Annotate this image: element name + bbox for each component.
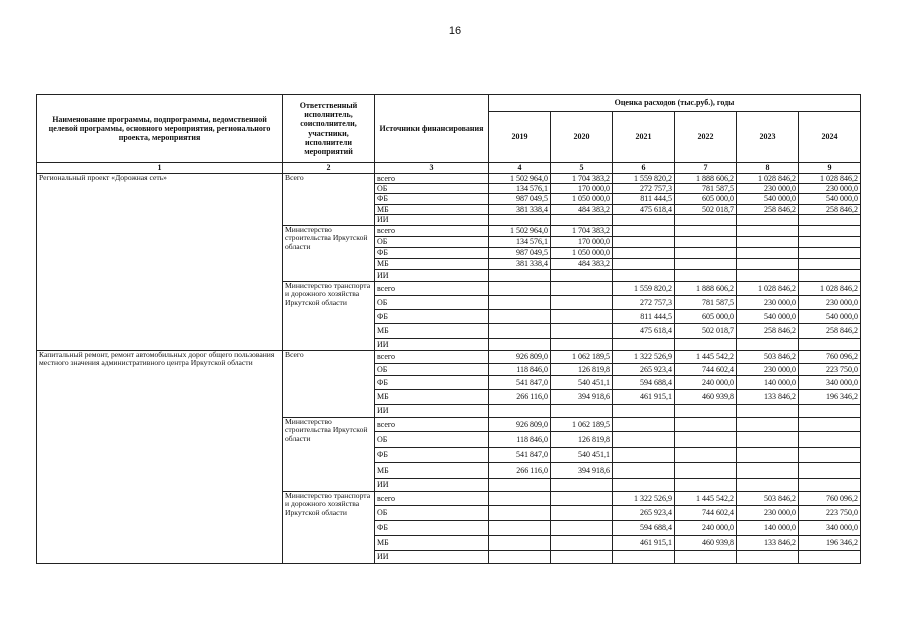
funding-source: ОБ <box>375 184 489 194</box>
expense-value <box>675 247 737 258</box>
header-year: 2022 <box>675 112 737 163</box>
expense-value <box>799 225 861 236</box>
header-year: 2023 <box>737 112 799 163</box>
column-number: 7 <box>675 163 737 174</box>
expense-value <box>489 309 551 323</box>
expense-value: 926 809,0 <box>489 417 551 431</box>
expense-value: 196 346,2 <box>799 535 861 550</box>
expense-value: 340 000,0 <box>799 375 861 389</box>
expense-value: 265 923,4 <box>613 505 675 520</box>
funding-source: ФБ <box>375 309 489 323</box>
expense-value <box>551 281 613 295</box>
funding-source: всего <box>375 417 489 431</box>
expense-value <box>613 258 675 269</box>
expense-value: 744 602,4 <box>675 363 737 375</box>
expense-value <box>737 247 799 258</box>
expense-value: 1 445 542,2 <box>675 350 737 363</box>
expense-value <box>737 236 799 247</box>
expense-value: 170 000,0 <box>551 184 613 194</box>
expense-value: 541 847,0 <box>489 375 551 389</box>
expense-value: 503 846,2 <box>737 350 799 363</box>
expense-value <box>551 535 613 550</box>
expense-value: 223 750,0 <box>799 363 861 375</box>
expense-value: 1 704 383,2 <box>551 225 613 236</box>
expense-value <box>613 269 675 281</box>
expense-value: 266 116,0 <box>489 462 551 478</box>
expense-value: 394 918,6 <box>551 389 613 404</box>
executor-name: Министерство транспорта и дорожного хозяйства Иркутской области <box>283 491 375 563</box>
expense-value: 126 819,8 <box>551 363 613 375</box>
expense-value: 1 322 526,9 <box>613 491 675 505</box>
expense-value: 381 338,4 <box>489 204 551 214</box>
funding-source: всего <box>375 174 489 184</box>
expense-value <box>675 447 737 462</box>
expense-value <box>613 214 675 225</box>
expense-value: 475 618,4 <box>613 204 675 214</box>
expense-value: 540 451,1 <box>551 375 613 389</box>
expense-value: 133 846,2 <box>737 535 799 550</box>
header-year: 2020 <box>551 112 613 163</box>
expense-value: 1 050 000,0 <box>551 247 613 258</box>
expense-value <box>613 417 675 431</box>
expense-value <box>675 214 737 225</box>
expense-value: 540 000,0 <box>799 194 861 204</box>
funding-source: ИИ <box>375 550 489 563</box>
expense-value <box>737 478 799 491</box>
funding-source: МБ <box>375 258 489 269</box>
expense-value: 196 346,2 <box>799 389 861 404</box>
expense-value: 170 000,0 <box>551 236 613 247</box>
funding-source: ИИ <box>375 404 489 417</box>
expense-value: 230 000,0 <box>799 295 861 309</box>
expense-value: 134 576,1 <box>489 236 551 247</box>
expense-value <box>551 269 613 281</box>
expense-value <box>799 431 861 447</box>
expense-value: 781 587,5 <box>675 295 737 309</box>
expense-value: 266 116,0 <box>489 389 551 404</box>
expense-value: 987 049,5 <box>489 247 551 258</box>
funding-source: ФБ <box>375 247 489 258</box>
expense-value: 484 383,2 <box>551 258 613 269</box>
funding-source: ИИ <box>375 269 489 281</box>
expense-value <box>489 505 551 520</box>
expense-value <box>613 404 675 417</box>
column-number: 3 <box>375 163 489 174</box>
expense-value <box>613 236 675 247</box>
expense-value <box>613 478 675 491</box>
expense-value <box>551 404 613 417</box>
expense-value <box>613 447 675 462</box>
expense-value <box>551 338 613 350</box>
expense-value: 475 618,4 <box>613 323 675 338</box>
expense-value: 230 000,0 <box>737 363 799 375</box>
expense-value <box>551 550 613 563</box>
expense-value: 811 444,5 <box>613 194 675 204</box>
expense-value <box>799 214 861 225</box>
expense-value <box>675 236 737 247</box>
expense-value <box>737 550 799 563</box>
expense-value <box>551 295 613 309</box>
expense-value <box>489 404 551 417</box>
column-number: 6 <box>613 163 675 174</box>
expense-value <box>799 269 861 281</box>
expense-value: 258 846,2 <box>799 323 861 338</box>
funding-source: ОБ <box>375 431 489 447</box>
expense-value <box>551 214 613 225</box>
expense-value <box>799 550 861 563</box>
expense-value: 1 028 846,2 <box>799 174 861 184</box>
expense-value <box>675 225 737 236</box>
expense-value: 272 757,3 <box>613 184 675 194</box>
expense-value <box>613 247 675 258</box>
expense-value: 594 688,4 <box>613 375 675 389</box>
expense-value: 134 576,1 <box>489 184 551 194</box>
expense-value: 605 000,0 <box>675 194 737 204</box>
header-year: 2024 <box>799 112 861 163</box>
expense-value: 258 846,2 <box>799 204 861 214</box>
expense-value: 118 846,0 <box>489 363 551 375</box>
expense-value: 594 688,4 <box>613 520 675 535</box>
expense-value <box>613 550 675 563</box>
expense-value <box>675 417 737 431</box>
expense-value: 540 000,0 <box>737 309 799 323</box>
expense-value: 460 939,8 <box>675 535 737 550</box>
expense-value <box>489 338 551 350</box>
funding-source: ФБ <box>375 520 489 535</box>
table-row <box>37 350 861 363</box>
expense-value <box>613 431 675 447</box>
expense-value: 1 559 820,2 <box>613 174 675 184</box>
expense-value: 272 757,3 <box>613 295 675 309</box>
expense-value: 1 559 820,2 <box>613 281 675 295</box>
expense-value: 1 704 383,2 <box>551 174 613 184</box>
funding-source: ИИ <box>375 338 489 350</box>
header-responsible: Ответственный исполнитель, соисполнители, участники, исполнители мероприятий <box>283 95 375 163</box>
expense-value: 502 018,7 <box>675 323 737 338</box>
expense-value <box>613 338 675 350</box>
expense-value: 340 000,0 <box>799 520 861 535</box>
expense-value <box>737 225 799 236</box>
expense-value: 541 847,0 <box>489 447 551 462</box>
expense-value: 1 062 189,5 <box>551 417 613 431</box>
expense-value: 140 000,0 <box>737 375 799 389</box>
funding-source: ОБ <box>375 236 489 247</box>
executor-name: Всего <box>283 350 375 417</box>
expense-value: 744 602,4 <box>675 505 737 520</box>
expense-value: 987 049,5 <box>489 194 551 204</box>
expense-value <box>551 520 613 535</box>
expense-value <box>799 447 861 462</box>
expense-value: 781 587,5 <box>675 184 737 194</box>
funding-source: ОБ <box>375 295 489 309</box>
page-number: 16 <box>448 25 462 37</box>
expense-value <box>737 214 799 225</box>
expense-value: 926 809,0 <box>489 350 551 363</box>
expense-value: 223 750,0 <box>799 505 861 520</box>
expense-value <box>675 404 737 417</box>
expense-value <box>737 431 799 447</box>
header-name: Наименование программы, подпрограммы, ведомственной целевой программы, основного мероприятия, регионального проекта, мероприятия <box>37 95 283 163</box>
expense-value <box>737 404 799 417</box>
funding-source: ОБ <box>375 505 489 520</box>
expense-value: 1 050 000,0 <box>551 194 613 204</box>
expense-value <box>737 462 799 478</box>
expense-value <box>799 247 861 258</box>
column-number: 4 <box>489 163 551 174</box>
expense-value: 502 018,7 <box>675 204 737 214</box>
funding-source: ФБ <box>375 194 489 204</box>
expense-value <box>489 269 551 281</box>
column-number: 8 <box>737 163 799 174</box>
funding-source: ИИ <box>375 478 489 491</box>
column-number: 1 <box>37 163 283 174</box>
expense-value <box>551 323 613 338</box>
funding-source: МБ <box>375 462 489 478</box>
expense-value <box>799 258 861 269</box>
expense-value: 1 028 846,2 <box>799 281 861 295</box>
expense-value <box>675 462 737 478</box>
expense-value: 265 923,4 <box>613 363 675 375</box>
expense-value <box>489 281 551 295</box>
expense-value: 230 000,0 <box>737 295 799 309</box>
project-name: Региональный проект «Дорожная сеть» <box>37 174 283 351</box>
executor-name: Министерство транспорта и дорожного хозяйства Иркутской области <box>283 281 375 350</box>
expense-value: 605 000,0 <box>675 309 737 323</box>
expense-value: 133 846,2 <box>737 389 799 404</box>
expense-value: 461 915,1 <box>613 535 675 550</box>
funding-source: всего <box>375 491 489 505</box>
expense-value <box>551 478 613 491</box>
expense-value <box>799 404 861 417</box>
column-number: 5 <box>551 163 613 174</box>
expense-value <box>675 338 737 350</box>
funding-source: всего <box>375 350 489 363</box>
expense-value: 230 000,0 <box>737 505 799 520</box>
expense-value: 258 846,2 <box>737 323 799 338</box>
expense-value: 1 445 542,2 <box>675 491 737 505</box>
expense-value <box>489 491 551 505</box>
executor-name: Всего <box>283 174 375 226</box>
expense-value <box>489 295 551 309</box>
table-body <box>37 174 861 564</box>
expense-value: 1 322 526,9 <box>613 350 675 363</box>
expense-value: 460 939,8 <box>675 389 737 404</box>
funding-source: ФБ <box>375 375 489 389</box>
expense-value: 1 502 964,0 <box>489 225 551 236</box>
funding-source: МБ <box>375 389 489 404</box>
expense-value: 394 918,6 <box>551 462 613 478</box>
expense-value: 230 000,0 <box>799 184 861 194</box>
expense-value: 230 000,0 <box>737 184 799 194</box>
expense-value <box>489 214 551 225</box>
expense-value <box>799 462 861 478</box>
expense-value: 1 062 189,5 <box>551 350 613 363</box>
expense-value <box>489 323 551 338</box>
expense-value <box>675 431 737 447</box>
expense-value: 381 338,4 <box>489 258 551 269</box>
expense-value <box>799 236 861 247</box>
expense-value <box>489 478 551 491</box>
expense-value <box>675 478 737 491</box>
header-source: Источники финансирования <box>375 95 489 163</box>
expense-value <box>675 550 737 563</box>
expense-value: 760 096,2 <box>799 491 861 505</box>
column-number: 2 <box>283 163 375 174</box>
expense-value: 1 028 846,2 <box>737 174 799 184</box>
funding-source: МБ <box>375 323 489 338</box>
expense-value: 1 888 606,2 <box>675 174 737 184</box>
expense-value <box>799 338 861 350</box>
expense-value <box>675 269 737 281</box>
funding-source: ИИ <box>375 214 489 225</box>
expense-value <box>675 258 737 269</box>
expense-value <box>613 225 675 236</box>
expense-value: 461 915,1 <box>613 389 675 404</box>
expense-value: 240 000,0 <box>675 520 737 535</box>
column-number: 9 <box>799 163 861 174</box>
funding-source: МБ <box>375 535 489 550</box>
expense-value: 1 888 606,2 <box>675 281 737 295</box>
expense-value <box>737 258 799 269</box>
expense-value <box>737 338 799 350</box>
expense-value: 258 846,2 <box>737 204 799 214</box>
expense-value <box>737 269 799 281</box>
funding-source: всего <box>375 225 489 236</box>
expense-value: 1 028 846,2 <box>737 281 799 295</box>
expense-value <box>489 535 551 550</box>
funding-source: МБ <box>375 204 489 214</box>
expense-value: 540 451,1 <box>551 447 613 462</box>
header-year: 2021 <box>613 112 675 163</box>
budget-table <box>36 94 861 564</box>
expense-value <box>799 417 861 431</box>
expense-value <box>551 491 613 505</box>
expense-value: 540 000,0 <box>737 194 799 204</box>
expense-value: 484 383,2 <box>551 204 613 214</box>
funding-source: ФБ <box>375 447 489 462</box>
project-name: Капитальный ремонт, ремонт автомобильных дорог общего пользования местного значения административного центра Иркутской области <box>37 350 283 563</box>
expense-value: 1 502 964,0 <box>489 174 551 184</box>
expense-value <box>737 417 799 431</box>
expense-value <box>551 309 613 323</box>
expense-value <box>799 478 861 491</box>
expense-value: 126 819,8 <box>551 431 613 447</box>
expense-value <box>489 550 551 563</box>
expense-value: 118 846,0 <box>489 431 551 447</box>
funding-source: ОБ <box>375 363 489 375</box>
expense-value <box>737 447 799 462</box>
expense-value <box>489 520 551 535</box>
expense-value: 240 000,0 <box>675 375 737 389</box>
expense-value <box>551 505 613 520</box>
header-estimate: Оценка расходов (тыс.руб.), годы <box>489 95 861 112</box>
expense-value: 540 000,0 <box>799 309 861 323</box>
expense-value: 811 444,5 <box>613 309 675 323</box>
table-row <box>37 174 861 184</box>
executor-name: Министерство строительства Иркутской области <box>283 417 375 491</box>
expense-value: 140 000,0 <box>737 520 799 535</box>
funding-source: всего <box>375 281 489 295</box>
expense-value: 760 096,2 <box>799 350 861 363</box>
expense-value <box>613 462 675 478</box>
executor-name: Министерство строительства Иркутской области <box>283 225 375 281</box>
header-year: 2019 <box>489 112 551 163</box>
expense-value: 503 846,2 <box>737 491 799 505</box>
